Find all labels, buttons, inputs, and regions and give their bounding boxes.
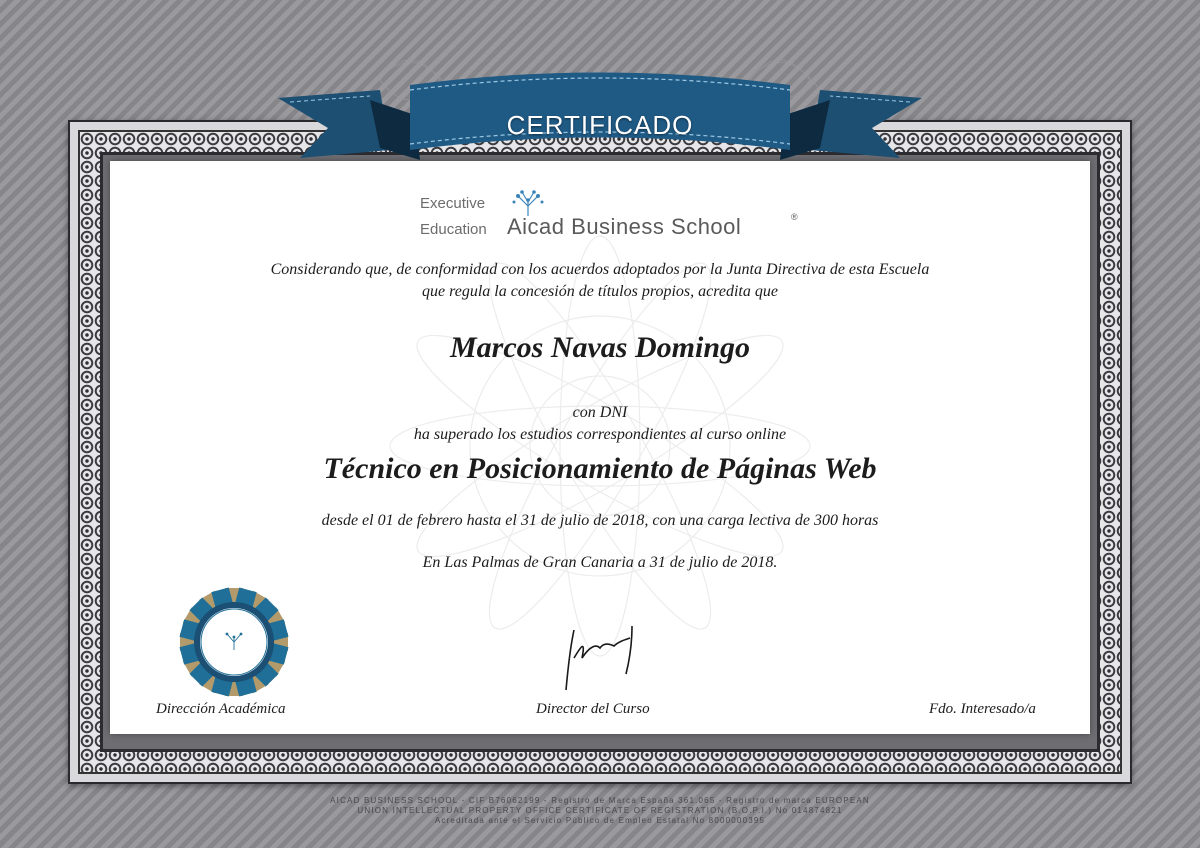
logo-executive-text: Executive [420,195,486,212]
dates-line: desde el 01 de febrero hasta el 31 de julio de 2018, con una carga lectiva de 300 horas [321,512,879,529]
study-line: ha superado los estudios correspondientes al curso online [413,426,787,443]
intro-line-1: Considerando que, de conformidad con los acuerdos adoptados por la Junta Directiva de esta Escuela [270,261,930,278]
director-signature [552,618,652,698]
academic-seal [178,586,290,698]
registered-mark: ® [791,212,798,222]
certificate-title: CERTIFICADO [506,110,694,140]
academic-direction-label: Dirección Académica [156,701,286,717]
student-name: Marcos Navas Domingo [449,331,750,364]
student-signature-label: Fdo. Interesado/a [929,701,1036,717]
intro-line-2: que regula la concesión de títulos propios, acredita que [422,283,778,300]
dni-line: con DNI [572,404,628,421]
footer-line-2: UNION INTELLECTUAL PROPERTY OFFICE CERTIFICATE OF REGISTRATION (B.O.P.I.) No 014874821 [357,806,843,815]
school-name: Aicad Business School [507,214,742,239]
course-title: Técnico en Posicionamiento de Páginas Web [323,452,877,485]
course-director-label: Director del Curso [536,701,650,717]
place-date-line: En Las Palmas de Gran Canaria a 31 de julio de 2018. [422,554,778,571]
footer-line-1: AICAD BUSINESS SCHOOL - CIF B76062199 - Registro de Marca España 361.065 - Registro de marca EUROPEAN [330,796,870,805]
logo-education-text: Education [420,221,487,238]
footer-line-3: Acreditada ante el Servicio Público de Empleo Estatal No 8000000395 [434,816,766,825]
